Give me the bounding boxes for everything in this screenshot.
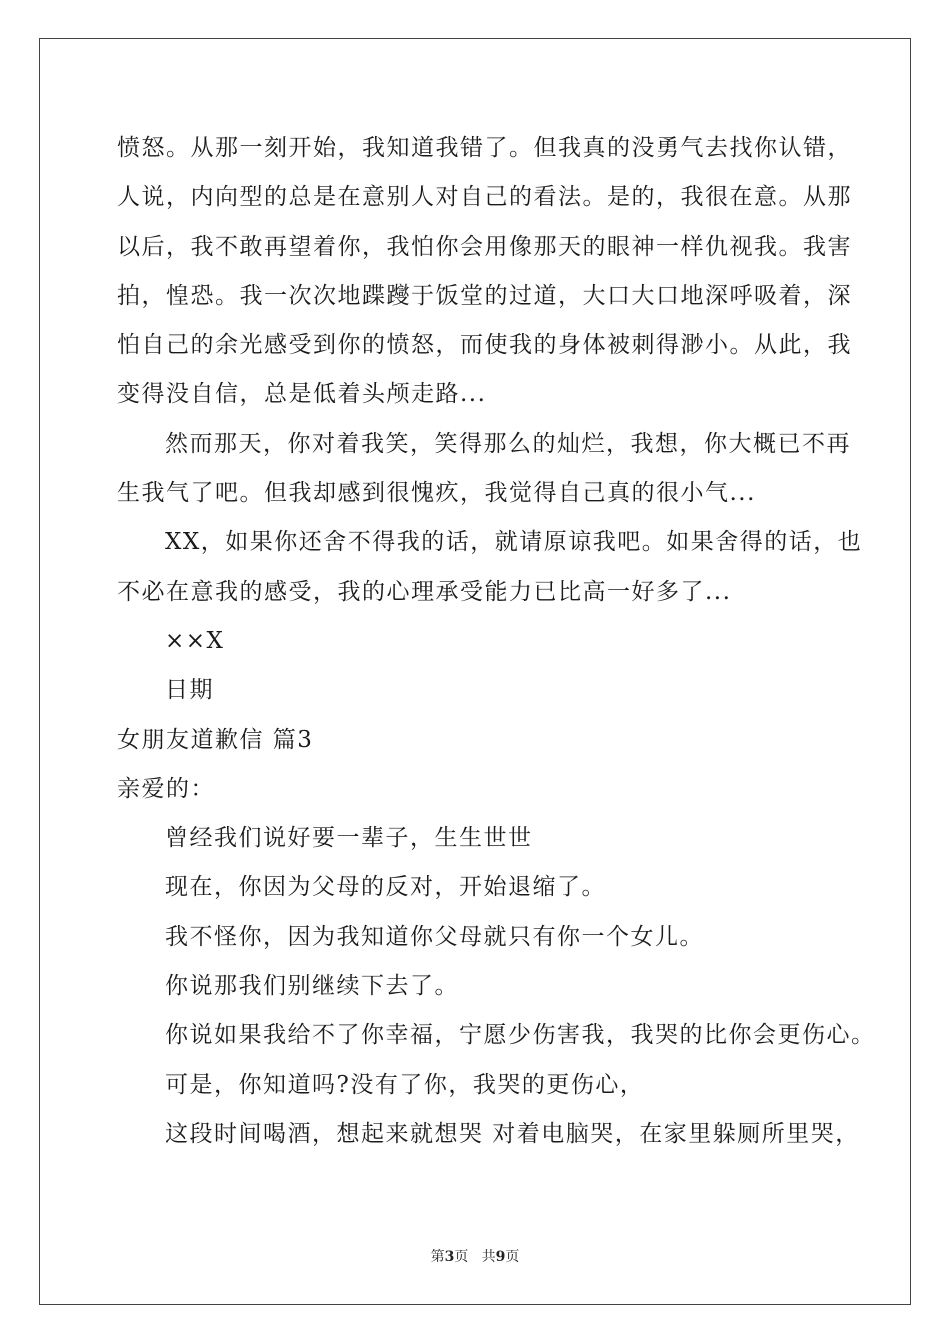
text-line: 人说，内向型的总是在意别人对自己的看法。是的，我很在意。从那 [117,184,852,211]
paragraph-start-line: 然而那天，你对着我笑，笑得那么的灿烂，我想，你大概已不再 [165,430,851,457]
paragraph-start-line: 可是，你知道吗?没有了你，我哭的更伤心， [165,1071,645,1098]
text-line: 变得没自信，总是低着头颅走路... [117,381,487,408]
section-heading: 女朋友道歉信 篇3 [117,726,314,753]
document-body [117,124,876,1159]
paragraph-start-line: 我不怪你，因为我知道你父母就只有你一个女儿。 [165,923,704,950]
current-page-number: 3 [444,1249,455,1265]
date-line: 日期 [165,677,214,704]
paragraph-start-line: 你说那我们别继续下去了。 [165,973,459,1000]
page-footer [0,1246,950,1266]
paragraph-start-line: 现在，你因为父母的反对，开始退缩了。 [165,874,606,901]
salutation: 亲爱的： [117,775,215,802]
footer-prefix: 第 [430,1249,445,1265]
text-line: 生我气了吧。但我却感到很愧疚，我觉得自己真的很小气... [117,480,756,507]
text-line: 以后，我不敢再望着你，我怕你会用像那天的眼神一样仇视我。我害 [117,233,852,260]
footer-total-suffix: 页 [505,1249,520,1265]
text-line: 怕自己的余光感受到你的愤怒，而使我的身体被刺得渺小。从此，我 [117,332,852,359]
footer-page-suffix: 页 [454,1249,469,1265]
paragraph-start-line: XX，如果你还舍不得我的话，就请原谅我吧。如果舍得的话，也 [165,529,863,556]
paragraph-start-line: 这段时间喝酒，想起来就想哭 对着电脑哭，在家里躲厕所里哭， [165,1120,860,1147]
total-page-count: 9 [495,1249,506,1265]
text-line: 愤怒。从那一刻开始，我知道我错了。但我真的没勇气去找你认错， [117,135,852,161]
signature-line: ××X [165,627,225,654]
text-line: 拍，惶恐。我一次次地蹀躞于饭堂的过道，大口大口地深呼吸着，深 [117,282,852,309]
text-line: 不必在意我的感受，我的心理承受能力已比高一好多了... [117,578,732,605]
footer-total-prefix: 共 [481,1249,496,1265]
paragraph-start-line: 曾经我们说好要一辈子，生生世世 [165,825,533,852]
paragraph-start-line: 你说如果我给不了你幸福，宁愿少伤害我，我哭的比你会更伤心。 [165,1022,876,1049]
